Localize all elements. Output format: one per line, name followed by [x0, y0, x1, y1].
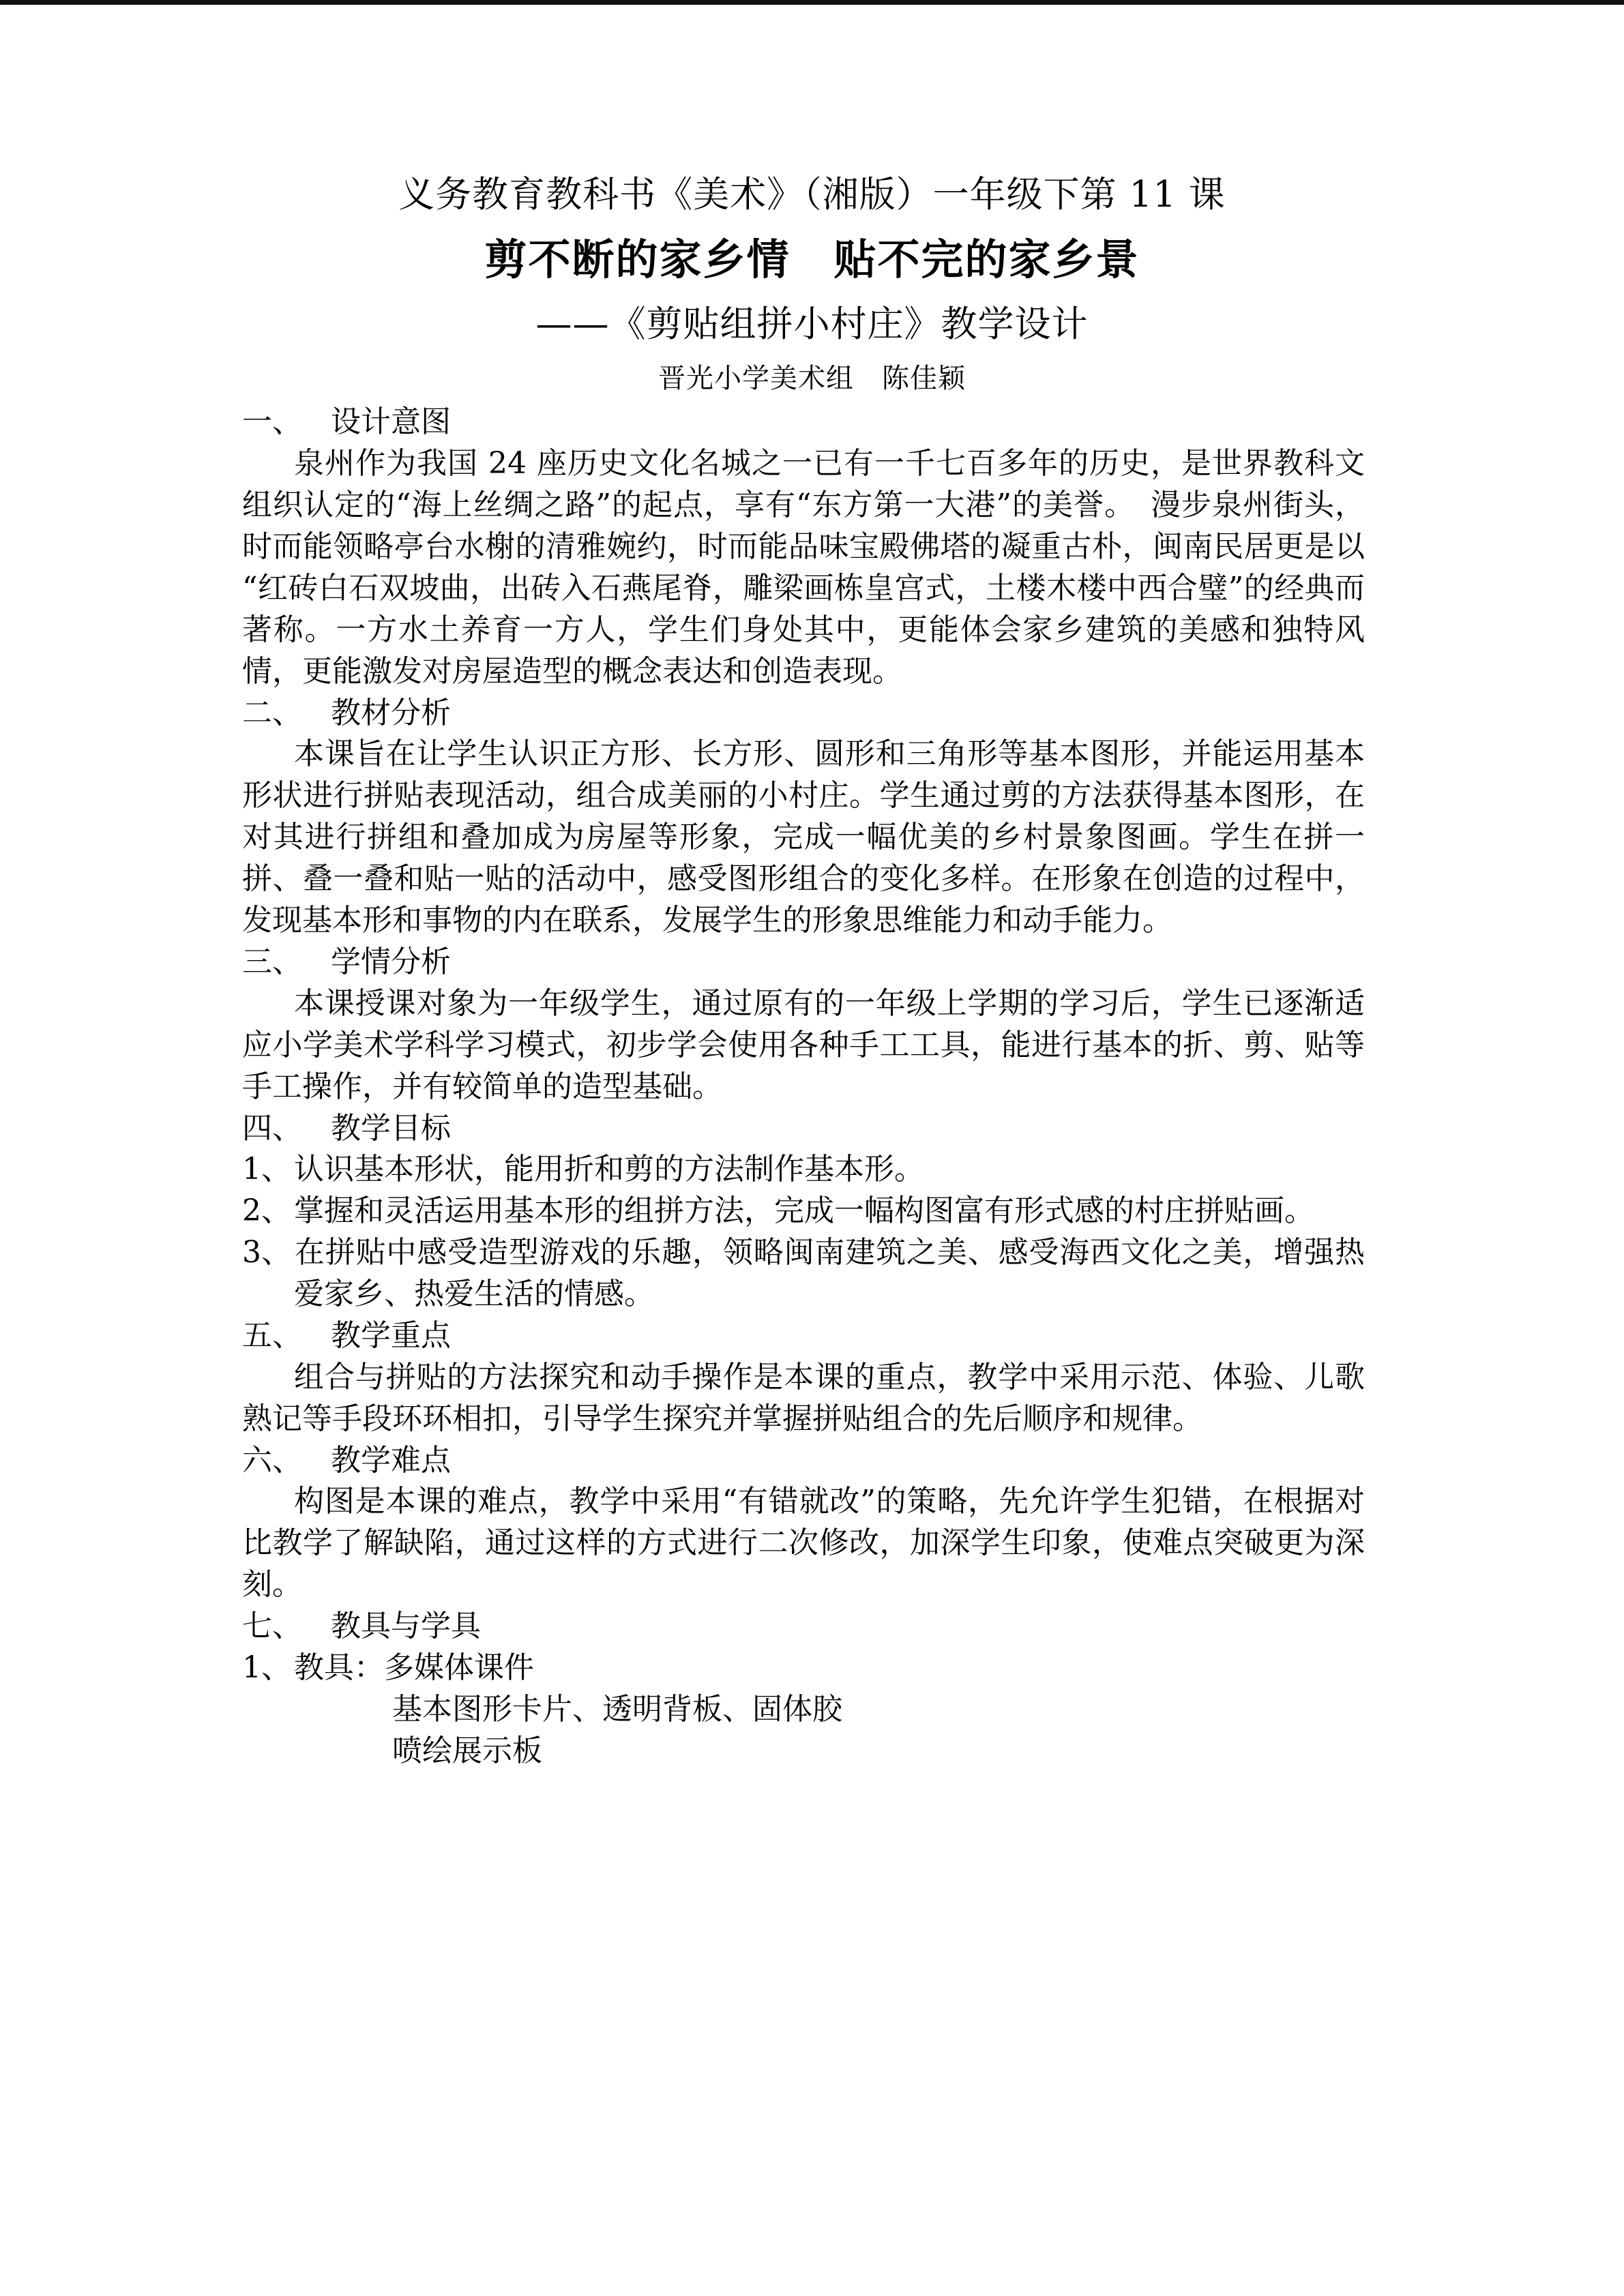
document-body: [0, 402, 1624, 1772]
section-number-1: 一、: [242, 404, 302, 440]
materials-line-1: 基本图形卡片、透明背板、固体胶: [392, 1691, 842, 1727]
section-number-4: 四、: [242, 1110, 302, 1146]
document-subtitle: ——《剪贴组拼小村庄》教学设计: [535, 303, 1089, 345]
page-title: 剪不断的家乡情 贴不完的家乡景: [484, 234, 1140, 284]
list-item-text: 在拼贴中感受造型游戏的乐趣，领略闽南建筑之美、感受海西文化之美，增强热爱家乡、热爱生活的情感。: [294, 1235, 1365, 1312]
list-item-marker: 1、: [242, 1152, 291, 1187]
list-item-marker: 3、: [242, 1235, 291, 1270]
list-item-text: 掌握和灵活运用基本形的组拼方法，完成一幅构图富有形式感的村庄拼贴画。: [294, 1193, 1314, 1229]
section-label-4: 教学目标: [331, 1110, 451, 1146]
document-kicker: 义务教育教科书《美术》（湘版）一年级下第 11 课: [398, 174, 1226, 215]
list-item-marker: 2、: [242, 1193, 291, 1229]
list-item-marker: 1、: [242, 1650, 291, 1685]
list-item-text: 认识基本形状，能用折和剪的方法制作基本形。: [294, 1152, 924, 1187]
list-item: [242, 1648, 1365, 1689]
section-body-5: 组合与拼贴的方法探究和动手操作是本课的重点，教学中采用示范、体验、儿歌熟记等手段环环相扣，引导学生探究并掌握拼贴组合的先后顺序和规律。: [242, 1359, 1365, 1436]
section-label-7: 教具与学具: [331, 1609, 481, 1644]
list-item: [242, 1191, 1365, 1232]
section-number-2: 二、: [242, 695, 302, 730]
section-body-6: 构图是本课的难点，教学中采用“有错就改”的策略，先允许学生犯错，在根据对比教学了解缺陷，通过这样的方式进行二次修改，加深学生印象，使难点突破更为深刻。: [242, 1484, 1365, 1602]
section-label-6: 教学难点: [331, 1442, 451, 1478]
section-heading-5: [242, 1315, 1365, 1357]
section-heading-4: [242, 1108, 1365, 1150]
section-heading-3: [242, 942, 1365, 983]
section-label-2: 教材分析: [331, 695, 451, 730]
section-heading-7: [242, 1606, 1365, 1648]
list-item: [242, 1149, 1365, 1191]
document-byline: 晋光小学美术组 陈佳颖: [658, 363, 966, 395]
section-body-1: 泉州作为我国 24 座历史文化名城之一已有一千七百多年的历史，是世界教科文组织认定的“海上丝绸之路”的起点，享有“东方第一大港”的美誉。 漫步泉州街头，时而能领略亭台水榭的清雅婉约，时而能品味宝殿佛塔的凝重古朴，闽南民居更是以“红砖白石双坡曲，出砖入石燕尾脊，雕梁画栋皇宫式，土楼木楼中西合璧”的经典而著称。一方水土养育一方人，学生们身处其中，更能体会家乡建筑的美感和独特风情，更能激发对房屋造型的概念表达和创造表现。: [242, 445, 1365, 689]
section-number-3: 三、: [242, 944, 302, 979]
materials-line-2: 喷绘展示板: [392, 1733, 542, 1768]
section-heading-6: [242, 1440, 1365, 1482]
section-heading-2: [242, 693, 1365, 734]
section-label-3: 学情分析: [331, 944, 451, 979]
section-body-2: 本课旨在让学生认识正方形、长方形、圆形和三角形等基本图形，并能运用基本形状进行拼贴表现活动，组合成美丽的小村庄。学生通过剪的方法获得基本图形，在对其进行拼组和叠加成为房屋等形象，完成一幅优美的乡村景象图画。学生在拼一拼、叠一叠和贴一贴的活动中，感受图形组合的变化多样。在形象在创造的过程中，发现基本形和事物的内在联系，发展学生的形象思维能力和动手能力。: [242, 736, 1365, 938]
section-number-5: 五、: [242, 1317, 302, 1353]
section-number-7: 七、: [242, 1609, 302, 1644]
section-label-5: 教学重点: [331, 1317, 451, 1353]
list-item: [242, 1232, 1365, 1315]
section-heading-1: [242, 402, 1365, 443]
section-number-6: 六、: [242, 1442, 302, 1478]
section-body-3: 本课授课对象为一年级学生，通过原有的一年级上学期的学习后，学生已逐渐适应小学美术学科学习模式，初步学会使用各种手工工具，能进行基本的折、剪、贴等手工操作，并有较简单的造型基础。: [242, 985, 1365, 1104]
list-item-text: 教具：多媒体课件: [294, 1650, 534, 1685]
section-label-1: 设计意图: [331, 404, 451, 440]
